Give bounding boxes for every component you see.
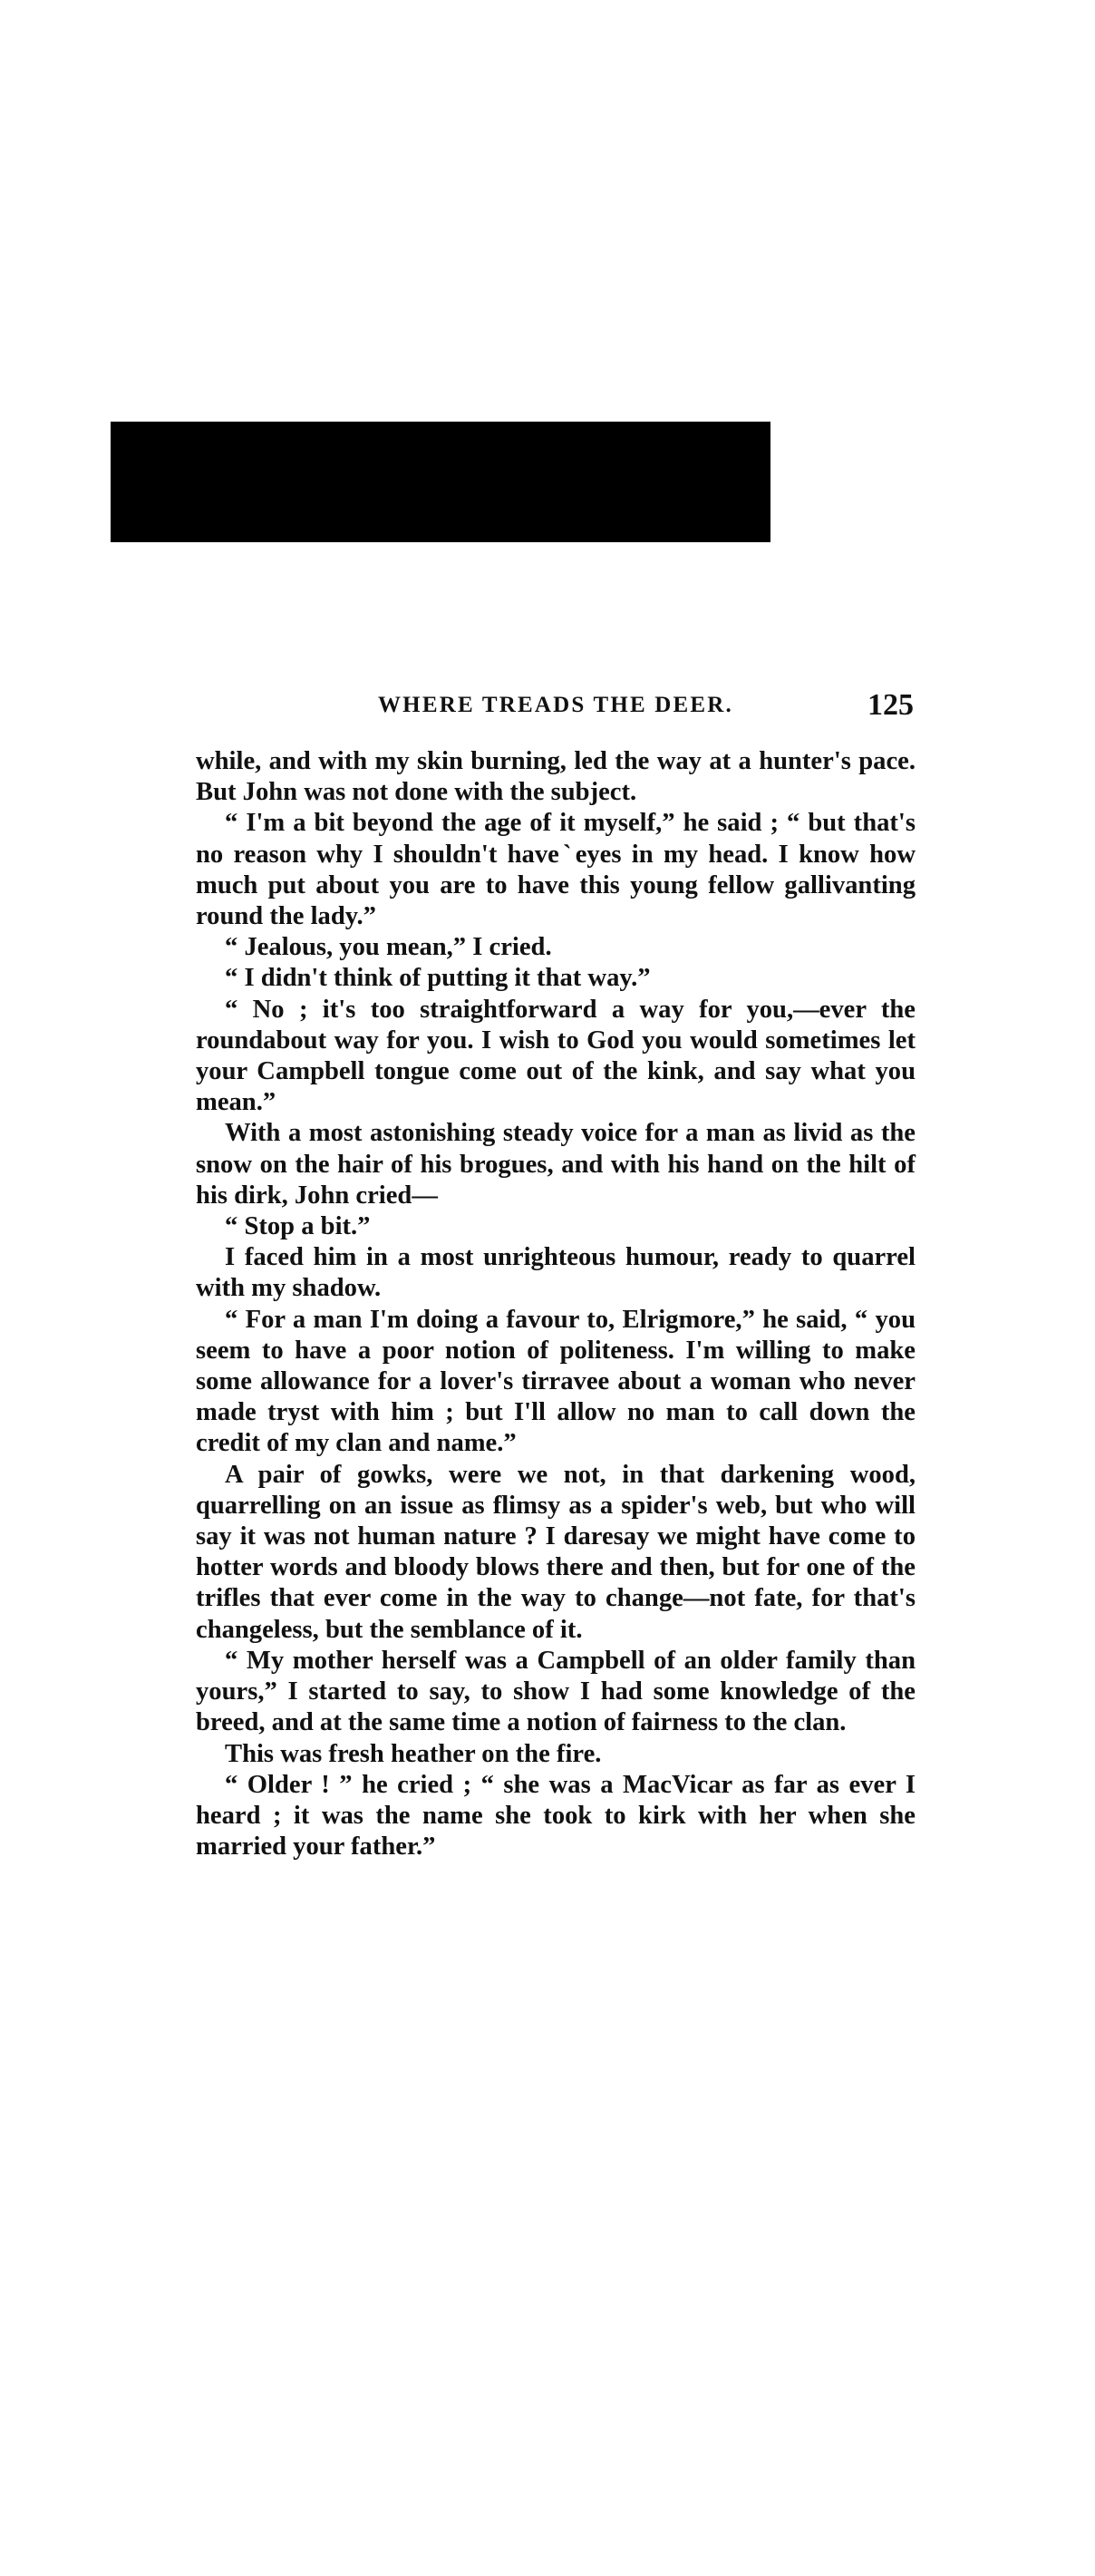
paragraph: A pair of gowks, were we not, in that darkening wood, quarrelling on an issue as flimsy as a spider's web, but who will say it was not human nature ? I daresay we might have come to hotter words and bloody blows there and then, but for one of the trifles that ever come in the way to change—not fate, for that's changeless, but the semblance of it.	[196, 1460, 916, 1644]
redaction-bar	[111, 422, 770, 542]
paragraph: “ My mother herself was a Campbell of an older family than yours,” I started to say, to show I had some knowledge of the breed, and at the same time a notion of fairness to the clan.	[196, 1646, 916, 1737]
paragraph: With a most astonishing steady voice for a man as livid as the snow on the hair of his brogues, and with his hand on the hilt of his dirk, John cried—	[196, 1119, 916, 1210]
paragraph: “ No ; it's too straightforward a way for you,—ever the roundabout way for you. I wish to God you would sometimes let your Campbell tongue come out of the kink, and say what you mean.”	[196, 995, 916, 1117]
paragraph: “ For a man I'm doing a favour to, Elrigmore,” he said, “ you seem to have a poor notion of politeness. I'm willing to make some allowance for a lover's tirravee about a woman who never made tryst with him ; but I'll allow no man to call down the credit of my clan and name.”	[196, 1305, 916, 1458]
running-title: WHERE TREADS THE DEER.	[377, 693, 734, 717]
paragraph: “ Jealous, you mean,” I cried.	[225, 933, 552, 962]
running-head	[196, 685, 916, 725]
paragraph: “ Older ! ” he cried ; “ she was a MacVicar as far as ever I heard ; it was the name she took to kirk with her when she married your father.”	[196, 1770, 916, 1862]
paragraph: I faced him in a most unrighteous humour, ready to quarrel with my shadow.	[196, 1243, 916, 1303]
page-number: 125	[867, 688, 914, 722]
body-text	[196, 746, 916, 1862]
paragraph: while, and with my skin burning, led the way at a hunter's pace. But John was not done with the subject.	[196, 747, 916, 807]
paragraph: This was fresh heather on the fire.	[225, 1739, 602, 1768]
paragraph: “ I didn't think of putting it that way.”	[225, 964, 651, 993]
paragraph: “ I'm a bit beyond the age of it myself,” he said ; “ but that's no reason why I shouldn't haveˋeyes in my head. I know how much put about you are to have this young fellow gallivanting round the lady.”	[196, 809, 916, 931]
paragraph: “ Stop a bit.”	[225, 1212, 371, 1241]
